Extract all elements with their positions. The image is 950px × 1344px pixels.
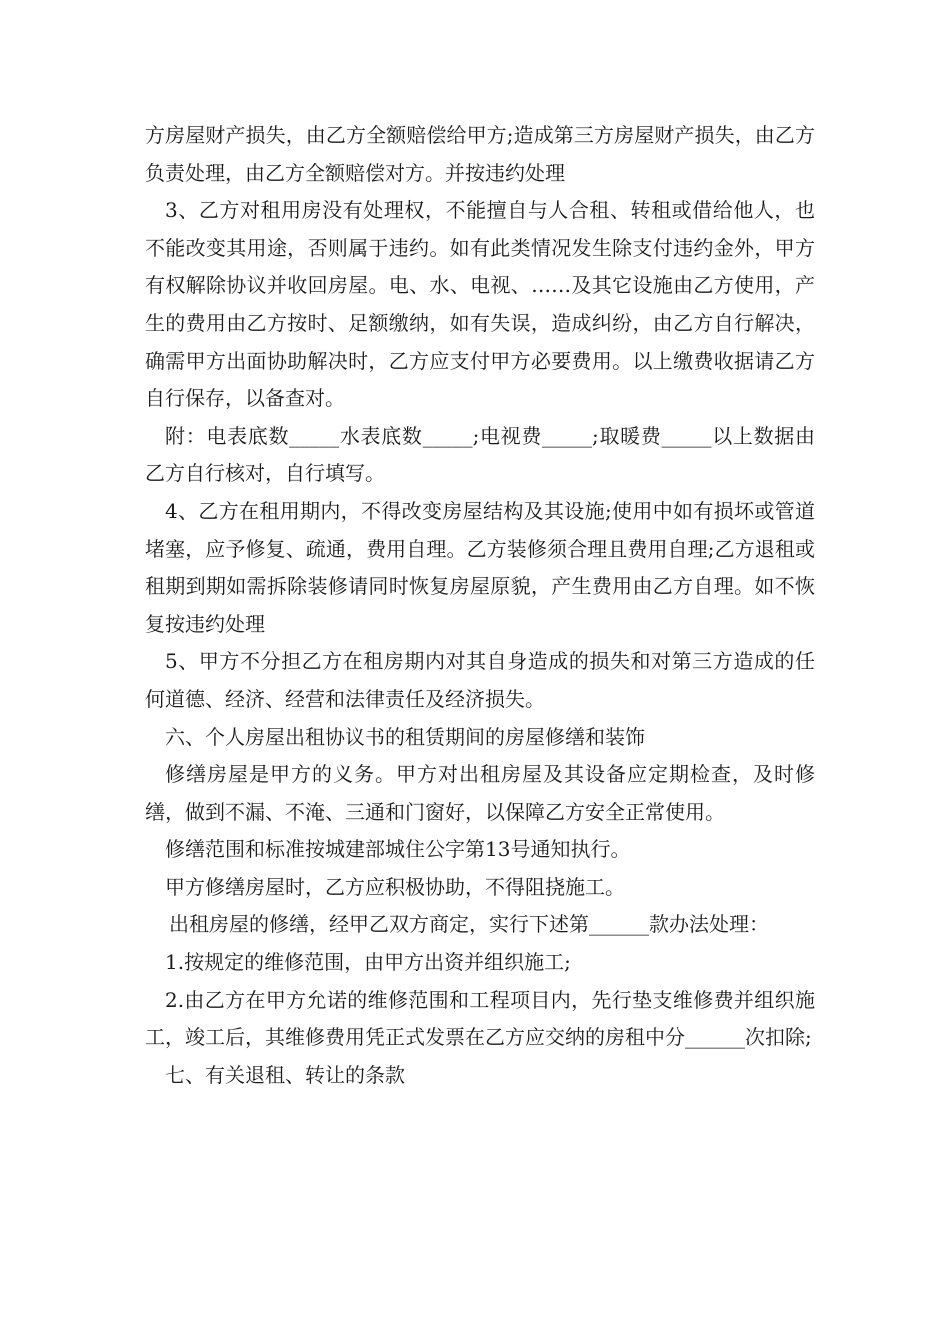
document-body — [145, 117, 815, 1094]
paragraph-method-2: 2.由乙方在甲方允诺的维修范围和工程项目内，先行垫支维修费并组织施工，竣工后，其维修费用凭正式发票在乙方应交纳的房租中分______次扣除; — [145, 987, 815, 1050]
paragraph-repair-cooperation: 甲方修缮房屋时，乙方应积极协助，不得阻挠施工。 — [165, 874, 625, 899]
paragraph-repair-method: 出租房屋的修缮，经甲乙双方商定，实行下述第______款办法处理： — [169, 912, 769, 937]
paragraph-meter-readings: 附：电表底数_____水表底数_____;电视费_____;取暖费_____以上数据由乙方自行核对，自行填写。 — [145, 423, 815, 486]
section-heading-7: 七、有关退租、转让的条款 — [165, 1062, 405, 1087]
paragraph-damage-liability: 方房屋财产损失，由乙方全额赔偿给甲方;造成第三方房屋财产损失，由乙方负责处理，由乙方全额赔偿对方。并按违约处理 — [145, 123, 815, 185]
paragraph-method-1: 1.按规定的维修范围，由甲方出资并组织施工; — [165, 950, 571, 975]
paragraph-clause-5: 5、甲方不分担乙方在租房期内对其自身造成的损失和对第三方造成的任何道德、经济、经营和法律责任及经济损失。 — [145, 649, 815, 711]
paragraph-clause-3: 3、乙方对租用房没有处理权，不能擅自与人合租、转租或借给他人，也不能改变其用途，否则属于违约。如有此类情况发生除支付违约金外，甲方有权解除协议并收回房屋。电、水、电视、……及其它设施由乙方使用，产生的费用由乙方按时、足额缴纳，如有失误，造成纠纷，由乙方自行解决，确需甲方出面协助解决时，乙方应支付甲方必要费用。以上缴费收据请乙方自行保存，以备查对。 — [145, 198, 815, 411]
paragraph-clause-4: 4、乙方在租用期内，不得改变房屋结构及其设施;使用中如有损坏或管道堵塞，应予修复、疏通，费用自理。乙方装修须合理且费用自理;乙方退租或租期到期如需拆除装修请同时恢复房屋原貌，产生费用由乙方自理。如不恢复按违约处理 — [145, 498, 815, 636]
paragraph-repair-duty: 修缮房屋是甲方的义务。甲方对出租房屋及其设备应定期检查，及时修缮，做到不漏、不淹、三通和门窗好，以保障乙方安全正常使用。 — [145, 762, 815, 824]
section-heading-6: 六、个人房屋出租协议书的租赁期间的房屋修缮和装饰 — [165, 724, 645, 749]
paragraph-repair-scope: 修缮范围和标准按城建部城住公字第13号通知执行。 — [165, 837, 631, 862]
